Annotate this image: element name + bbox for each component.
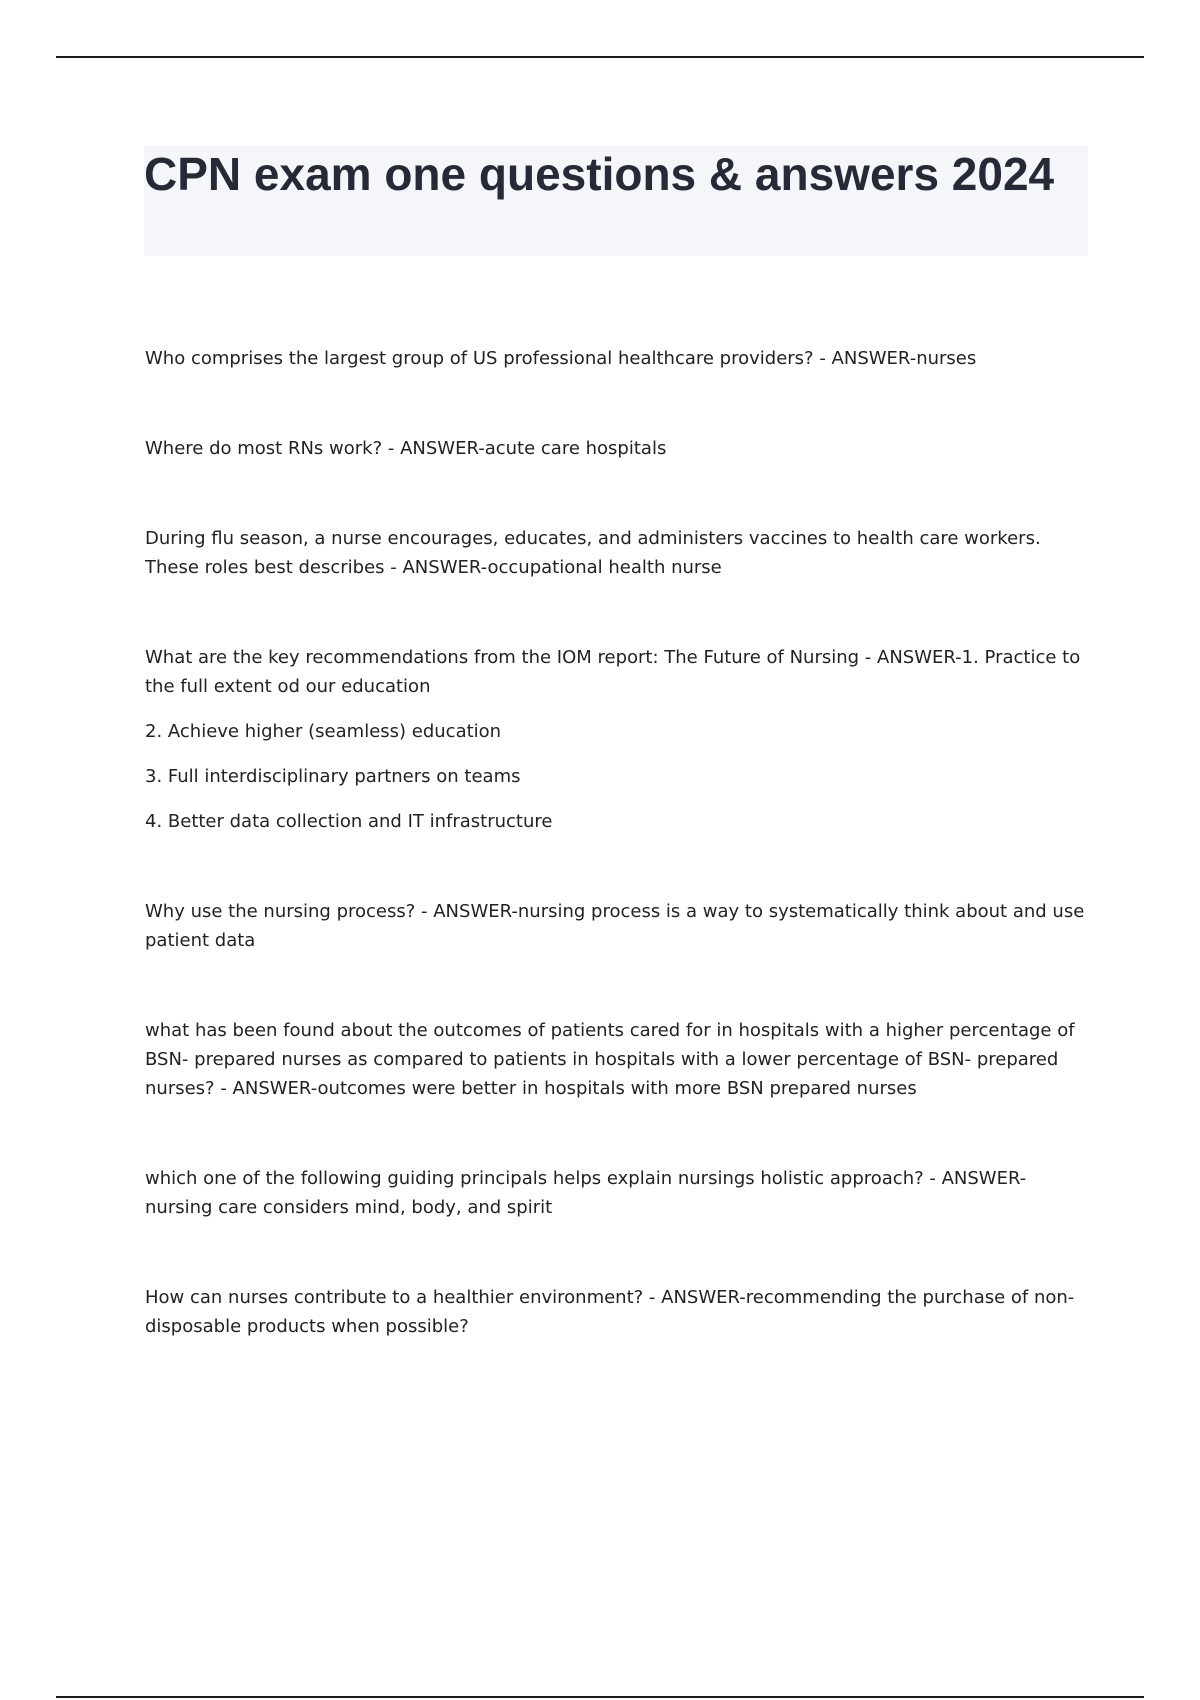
qa-text: Why use the nursing process? - ANSWER-nursing process is a way to systematically think about and use patient data [145, 901, 1085, 951]
qa-subitem: 4. Better data collection and IT infrastructure [145, 811, 553, 832]
qa-item [145, 1164, 1089, 1222]
qa-text: which one of the following guiding principals helps explain nursings holistic approach? - ANSWER-nursing care considers mind, body, and spirit [145, 1168, 1027, 1218]
top-rule [56, 56, 1144, 58]
qa-item [145, 434, 1089, 463]
qa-text: During flu season, a nurse encourages, educates, and administers vaccines to health care workers. These roles best describes - ANSWER-occupational health nurse [145, 528, 1041, 578]
qa-item [145, 344, 1089, 373]
document-title: CPN exam one questions & answers 2024 [144, 148, 1055, 200]
qa-text: What are the key recommendations from the IOM report: The Future of Nursing - ANSWER-1. Practice to the full extent od our education [145, 647, 1081, 697]
qa-item [145, 897, 1089, 955]
qa-text: Who comprises the largest group of US professional healthcare providers? - ANSWER-nurses [145, 348, 977, 369]
qa-subitem: 2. Achieve higher (seamless) education [145, 721, 502, 742]
title-block [144, 146, 1088, 256]
qa-list [145, 344, 1089, 1341]
qa-text: what has been found about the outcomes of patients cared for in hospitals with a higher percentage of BSN- prepared nurses as compared to patients in hospitals with a lower percentage of BSN- prepared nurses? - ANSWER-outcomes were better in hospitals with more BSN prepared nurses [145, 1020, 1075, 1099]
qa-item [145, 524, 1089, 582]
qa-subitem: 3. Full interdisciplinary partners on teams [145, 766, 521, 787]
bottom-rule [56, 1696, 1144, 1698]
qa-text: Where do most RNs work? - ANSWER-acute care hospitals [145, 438, 667, 459]
qa-text: How can nurses contribute to a healthier environment? - ANSWER-recommending the purchase of non-disposable products when possible? [145, 1287, 1075, 1337]
qa-item [145, 1283, 1089, 1341]
qa-item [145, 1016, 1089, 1103]
qa-item [145, 643, 1089, 836]
